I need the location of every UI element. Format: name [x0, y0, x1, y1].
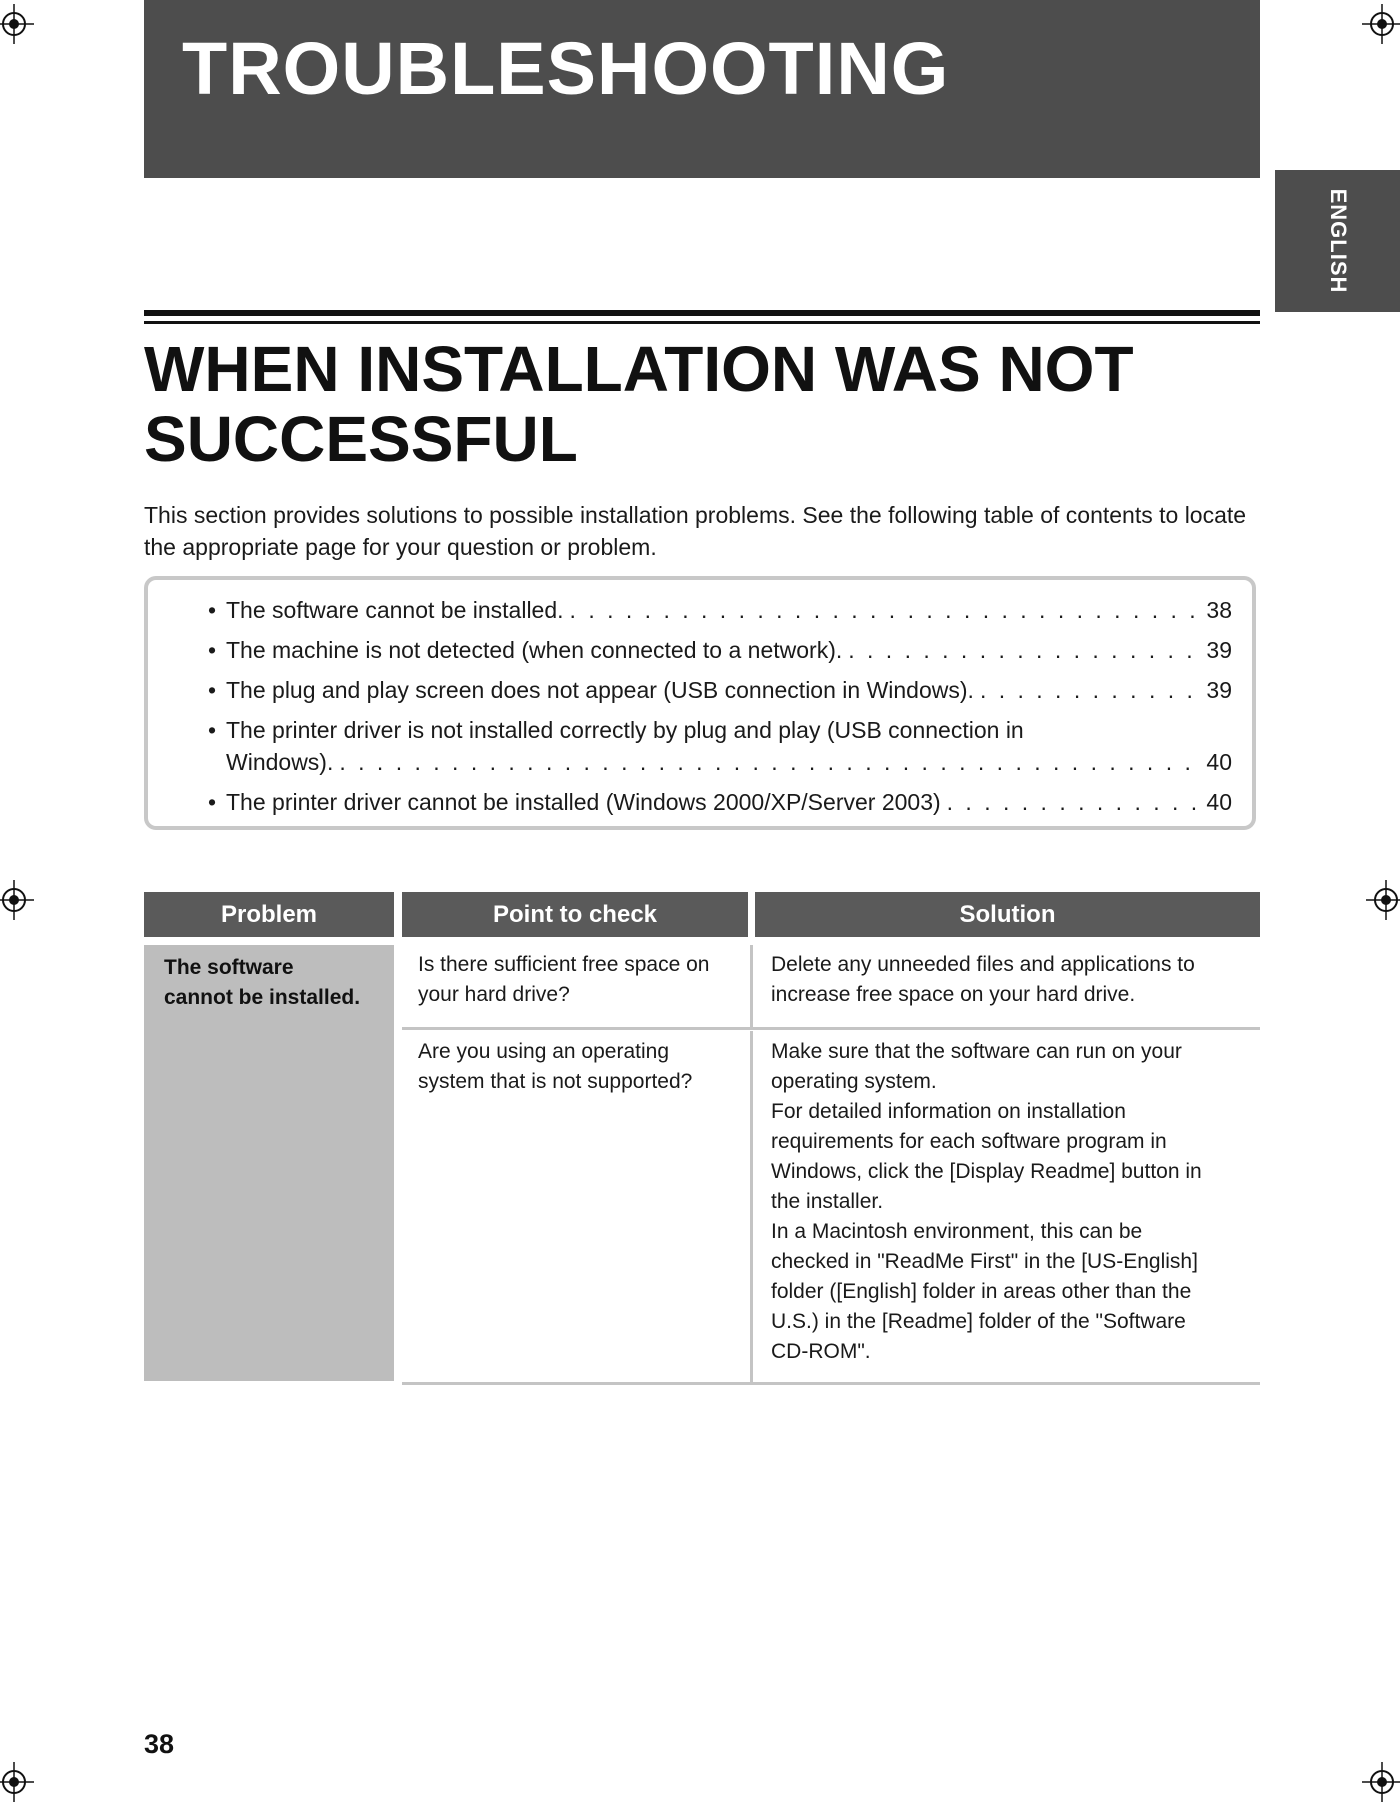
- toc-item[interactable]: [208, 714, 1232, 778]
- registration-mark-icon: [1366, 880, 1400, 920]
- toc-item[interactable]: [208, 594, 1232, 626]
- page-header-title: TROUBLESHOOTING: [182, 27, 950, 110]
- section-title-line: SUCCESSFUL: [144, 403, 578, 475]
- table-row-divider: [402, 1027, 1260, 1030]
- toc-item[interactable]: [208, 634, 1232, 666]
- table-header-solution: Solution: [755, 892, 1260, 937]
- toc-box: [144, 576, 1256, 830]
- table-header-point-to-check: Point to check: [402, 892, 748, 937]
- cell-line: Is there sufficient free space on: [418, 953, 710, 976]
- section-intro: This section provides solutions to possible installation problems. See the following table of contents to locate the appropriate page for your question or problem.: [144, 502, 1247, 560]
- problem-text-line: The software: [164, 956, 294, 979]
- registration-mark-icon: [0, 4, 34, 44]
- cell-line: Windows, click the [Display Readme] button in: [771, 1160, 1202, 1183]
- toc-item[interactable]: [208, 786, 1232, 818]
- registration-mark-icon: [0, 1762, 34, 1802]
- cell-line: In a Macintosh environment, this can be: [771, 1220, 1143, 1243]
- cell-line: requirements for each software program in: [771, 1130, 1167, 1153]
- toc-list: [208, 594, 1232, 826]
- toc-item-page: 39: [1206, 677, 1232, 703]
- toc-item-page: 40: [1206, 749, 1232, 775]
- cell-line: increase free space on your hard drive.: [771, 983, 1136, 1006]
- language-tab-label: ENGLISH: [1325, 188, 1351, 294]
- registration-mark-icon: [1362, 4, 1400, 44]
- cell-line: Are you using an operating: [418, 1040, 670, 1063]
- cell-line: your hard drive?: [418, 983, 570, 1006]
- section-rule-thin: [144, 321, 1260, 324]
- toc-item-text: • The printer driver is not installed correctly by plug and play (USB connection in: [226, 717, 1024, 743]
- table-row-solution-cell: [771, 950, 1241, 1010]
- cell-line: CD-ROM".: [771, 1340, 871, 1363]
- table-row-solution-cell: [771, 1037, 1241, 1367]
- registration-mark-icon: [1362, 1762, 1400, 1802]
- table-problem-cell: [144, 945, 394, 1381]
- toc-item-text: Windows).: [226, 749, 334, 775]
- cell-line: U.S.) in the [Readme] folder of the "Software: [771, 1310, 1186, 1333]
- toc-item-text: • The plug and play screen does not appear (USB connection in Windows).: [226, 677, 974, 703]
- toc-item-page: 38: [1206, 597, 1232, 623]
- cell-line: operating system.: [771, 1070, 937, 1093]
- cell-line: system that is not supported?: [418, 1070, 693, 1093]
- cell-line: For detailed information on installation: [771, 1100, 1126, 1123]
- toc-leader-dots: [339, 746, 1200, 778]
- table-header-problem: Problem: [144, 892, 394, 937]
- table-column-divider: [750, 1031, 753, 1384]
- toc-item-text: • The printer driver cannot be installed (Windows 2000/XP/Server 2003): [226, 789, 941, 815]
- cell-line: Delete any unneeded files and applications to: [771, 953, 1195, 976]
- section-rule-thick: [144, 310, 1260, 316]
- registration-mark-icon: [0, 880, 34, 920]
- toc-item-text: • The software cannot be installed.: [226, 597, 564, 623]
- problem-text-line: cannot be installed.: [164, 986, 361, 1009]
- page-number: 38: [144, 1729, 175, 1759]
- section-title: [144, 334, 1264, 474]
- section-title-line: WHEN INSTALLATION WAS NOT: [144, 333, 1134, 405]
- cell-line: the installer.: [771, 1190, 884, 1213]
- toc-item-page: 39: [1206, 637, 1232, 663]
- toc-item-text: • The machine is not detected (when connected to a network).: [226, 637, 843, 663]
- cell-line: checked in "ReadMe First" in the [US-English]: [771, 1250, 1198, 1273]
- cell-line: Make sure that the software can run on your: [771, 1040, 1182, 1063]
- table-row-point-cell: [418, 1037, 740, 1097]
- toc-leader-dots: [570, 594, 1201, 626]
- table-row-divider: [402, 1382, 1260, 1385]
- cell-line: folder ([English] folder in areas other than the: [771, 1280, 1192, 1303]
- toc-leader-dots: [947, 786, 1201, 818]
- table-column-divider: [750, 945, 753, 1028]
- toc-leader-dots: [980, 674, 1200, 706]
- toc-leader-dots: [848, 634, 1200, 666]
- toc-item-page: 40: [1206, 789, 1232, 815]
- table-row-point-cell: [418, 950, 740, 1010]
- toc-item[interactable]: [208, 674, 1232, 706]
- language-tab: [1275, 170, 1400, 312]
